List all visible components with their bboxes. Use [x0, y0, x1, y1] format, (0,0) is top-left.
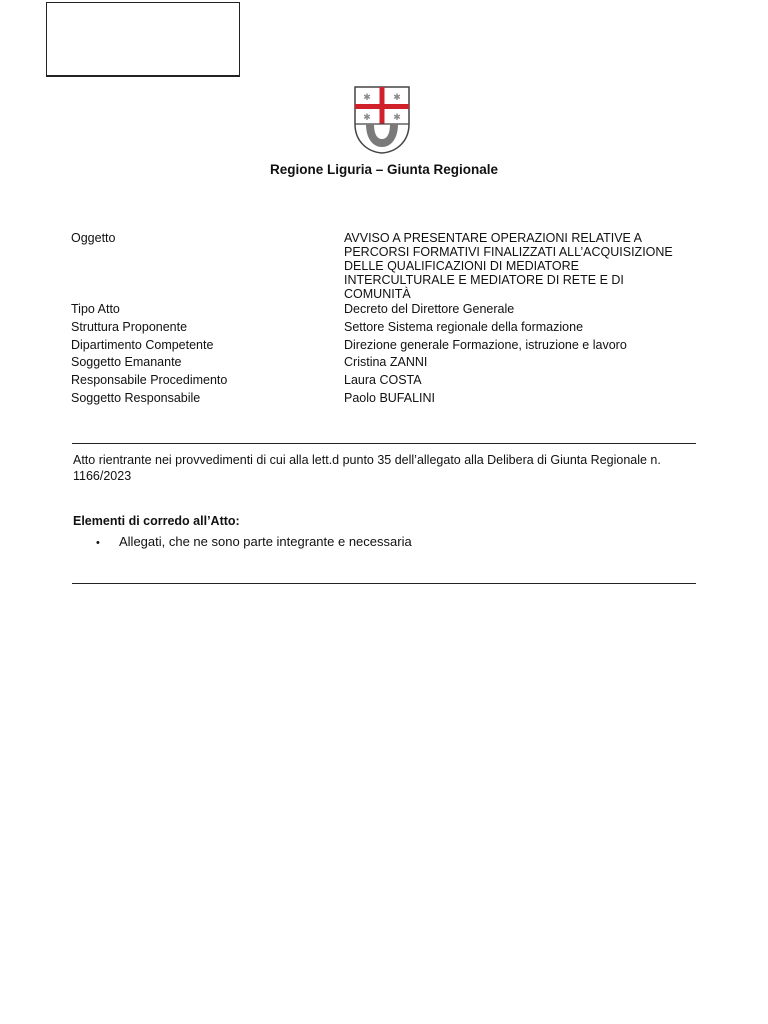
- metadata-value: Direzione generale Formazione, istruzione e lavoro: [344, 338, 627, 352]
- metadata-value: Decreto del Direttore Generale: [344, 302, 515, 316]
- metadata-label: Struttura Proponente: [71, 320, 188, 334]
- coat-of-arms: [352, 84, 412, 156]
- metadata-value: Laura COSTA: [344, 373, 422, 387]
- bullet-icon: •: [96, 537, 100, 549]
- svg-text:✱: ✱: [393, 113, 401, 123]
- metadata-label: Soggetto Emanante: [71, 355, 182, 369]
- metadata-value: Settore Sistema regionale della formazione: [344, 320, 584, 334]
- svg-text:✱: ✱: [363, 113, 371, 123]
- metadata-label: Dipartimento Competente: [71, 338, 214, 352]
- svg-text:✱: ✱: [393, 93, 401, 103]
- metadata-label: Soggetto Responsabile: [71, 391, 201, 405]
- divider-top: [72, 443, 696, 444]
- metadata-label: Tipo Atto: [71, 302, 120, 316]
- metadata-value: Paolo BUFALINI: [344, 391, 436, 405]
- attachments-heading: Elementi di corredo all’Atto:: [73, 514, 240, 528]
- metadata-label: Responsabile Procedimento: [71, 373, 228, 387]
- metadata-value: AVVISO A PRESENTARE OPERAZIONI RELATIVE A PERCORSI FORMATIVI FINALIZZATI ALL’ACQUISIZIONE DELLE QUALIFICAZIONI DI MEDIATORE INTERCULTURALE E MEDIATORE DI RETE E DI COMUNITÀ: [344, 231, 673, 301]
- attachment-list-item: [96, 534, 412, 549]
- metadata-label: Oggetto: [71, 231, 116, 245]
- protocol-stamp-box: [46, 2, 240, 77]
- page-title: Regione Liguria – Giunta Regionale: [269, 162, 499, 177]
- metadata-value: Cristina ZANNI: [344, 355, 428, 369]
- liguria-coat-of-arms-icon: [352, 84, 412, 156]
- regulation-note: Atto rientrante nei provvedimenti di cui alla lett.d punto 35 dell’allegato alla Delibera di Giunta Regionale n. 1166/2023: [73, 453, 661, 483]
- svg-text:✱: ✱: [363, 93, 371, 103]
- attachment-text: Allegati, che ne sono parte integrante e necessaria: [119, 534, 412, 549]
- divider-bottom: [72, 583, 696, 584]
